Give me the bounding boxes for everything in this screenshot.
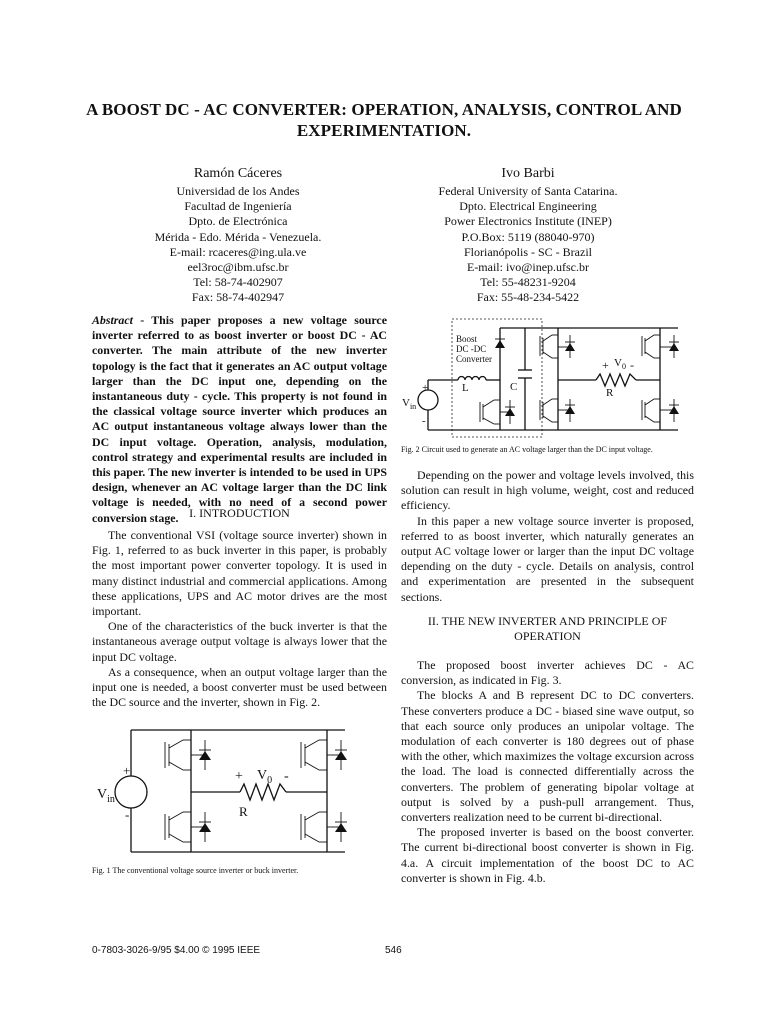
- author-block-2: [398, 164, 658, 306]
- paragraph: In this paper a new voltage source inverter is proposed, referred to as boost inverter, which naturally generates an output AC voltage lower or larger than the input DC voltage depending on the duty - cycle. Details on analysis, control and experimentation are presented in the subsequent sections.: [401, 513, 694, 604]
- author-phone: Tel: 58-74-402907: [193, 275, 283, 290]
- title-line: EXPERIMENTATION.: [296, 121, 472, 140]
- fig1-vo-label: $V_0$: [257, 768, 273, 786]
- fig2-l-label: L: [462, 382, 469, 394]
- fig1-minus-label: -: [125, 807, 130, 822]
- title-line: A BOOST DC - AC CONVERTER: OPERATION, ANALYSIS, CONTROL AND: [86, 100, 682, 119]
- fig1-plus-label: +: [123, 763, 131, 778]
- paragraph: The blocks A and B represent DC to DC converters. These converters produce a DC - biased sine wave output, so that each source only produces an unipolar voltage. The modulation of each converter is 180 degrees out of phase with the other, which maximizes the voltage excursion across the load. The load is connected differentially across the converters. The problem of generating bipolar voltage at output is solved by a push-pull arrangement. Thus, converters realization need to be current bi-directional.: [401, 688, 694, 825]
- abstract-text: - This paper proposes a new voltage source inverter referred to as boost inverter or boost DC - AC converter. The main attribute of the new inverter topology is the fact that it generates an AC output voltage larger than the DC input one, depending on the instantaneous duty - cycle. This property is not found in the classical voltage source inverter which produces an AC output instantaneous voltage always lower than the DC input voltage. Operation, analysis, modulation, control strategy and experimental results are included in this paper. The new inverter is intended to be used in UPS design, whenever an AC voltage larger than the DC link voltage is needed, with no need of a second power conversion stage.: [92, 313, 387, 525]
- fig1-resistor: [240, 784, 286, 800]
- figure-2-caption: Fig. 2 Circuit used to generate an AC voltage larger than the DC input voltage.: [401, 445, 653, 454]
- fig1-switch-bottom-left: [165, 812, 211, 842]
- fig1-wires: [131, 730, 345, 852]
- author-fax: Fax: 58-74-402947: [191, 290, 285, 305]
- author-name: Ivo Barbi: [501, 166, 555, 181]
- fig1-switch-top-right: [301, 740, 347, 770]
- fig2-boost-label: Boost: [456, 334, 478, 344]
- fig1-vin-label: $V_{in}$: [97, 787, 115, 805]
- paragraph: The proposed boost inverter achieves DC - AC conversion, as indicated in Fig. 3.: [401, 658, 694, 688]
- author-email: E-mail: ivo@inep.ufsc.br: [466, 260, 590, 275]
- affiliation-line: P.O.Box: 5119 (88040-970): [461, 229, 595, 244]
- affiliation-line: Universidad de los Andes: [176, 184, 300, 198]
- paragraph: One of the characteristics of the buck inverter is that the instantaneous average output voltage is always lower that the input DC voltage.: [92, 619, 387, 664]
- figure-2-circuit: [400, 314, 694, 442]
- abstract-lead: Abstract: [92, 313, 133, 327]
- paper-title: [60, 99, 708, 141]
- figure-1-circuit: [95, 722, 365, 864]
- introduction-body: [92, 528, 387, 710]
- fig2-minus-label: -: [422, 415, 426, 427]
- section-heading-introduction: I. INTRODUCTION: [189, 506, 290, 520]
- author-phone: Tel: 55-48231-9204: [480, 275, 576, 290]
- fig2-r-label: R: [606, 387, 614, 399]
- fig2-c-label: C: [510, 381, 518, 393]
- fig2-vo-minus: -: [630, 358, 634, 372]
- affiliation-line: Mérida - Edo. Mérida - Venezuela.: [154, 229, 322, 244]
- abstract: [92, 313, 387, 526]
- figure-1-caption: Fig. 1 The conventional voltage source inverter or buck inverter.: [92, 866, 299, 875]
- author-name: Ramón Cáceres: [193, 166, 283, 181]
- affiliation-line: Florianópolis - SC - Brazil: [464, 244, 592, 259]
- paragraph: The proposed inverter is based on the boost converter. The current bi-directional boost converter is shown in Fig. 4.a. A circuit implementation of the boost DC to AC converter is shown in Fig. 4.b.: [401, 825, 694, 885]
- paragraph: The conventional VSI (voltage source inverter) shown in Fig. 1, referred to as buck inverter in this paper, is probably the most important power converter topology. It is used in many distinct industrial and commercial applications. Among these applications, UPS and AC motor drives are the most important.: [92, 528, 387, 619]
- page-number: 546: [385, 945, 402, 956]
- section-2-body: [401, 658, 694, 886]
- fig2-capacitor: [518, 370, 532, 378]
- right-column-body: [401, 468, 694, 605]
- fig2-inductor: [458, 377, 486, 381]
- fig2-plus-label: +: [422, 382, 429, 394]
- fig2-vo-plus: +: [602, 358, 609, 372]
- footer-copyright: 0-7803-3026-9/95 $4.00 © 1995 IEEE: [92, 945, 261, 956]
- fig2-vo-label: $V_0$: [614, 357, 626, 371]
- fig1-switch-top-left: [165, 740, 211, 770]
- paragraph: As a consequence, when an output voltage larger than the input one is needed, a boost converter must be used between the DC source and the inverter, shown in Fig. 2.: [92, 664, 387, 710]
- author-fax: Fax: 55-48-234-5422: [476, 290, 580, 305]
- fig1-vo-minus: -: [284, 769, 289, 784]
- fig1-r-label: R: [239, 804, 248, 819]
- affiliation-line: Federal University of Santa Catarina.: [438, 184, 618, 198]
- paragraph: Depending on the power and voltage levels involved, this solution can result in high volume, weight, cost and reduced efficiency.: [401, 468, 694, 513]
- fig1-switch-bottom-right: [301, 812, 347, 842]
- author-email: eel3roc@ibm.ufsc.br: [187, 260, 289, 275]
- fig1-source: [115, 776, 147, 808]
- heading-line: OPERATION: [514, 629, 581, 643]
- heading-line: II. THE NEW INVERTER AND PRINCIPLE OF: [427, 614, 668, 628]
- affiliation-line: Dpto. Electrical Engineering: [459, 199, 597, 214]
- author-block-1: [118, 164, 358, 306]
- author-email: E-mail: rcaceres@ing.ula.ve: [169, 244, 307, 259]
- fig2-boost-switch-bottom: [480, 400, 515, 424]
- fig2-vin-label: $V_{in}$: [402, 397, 417, 411]
- fig2-boost-diode-top: [495, 339, 505, 348]
- fig2-boost-label: DC -DC: [456, 344, 487, 354]
- fig2-boost-label: Converter: [456, 354, 492, 364]
- fig1-vo-plus: +: [235, 769, 243, 784]
- section-heading-new-inverter: [401, 614, 694, 644]
- affiliation-line: Power Electronics Institute (INEP): [444, 214, 612, 229]
- affiliation-line: Facultad de Ingeniería: [184, 199, 292, 214]
- fig2-resistor: [596, 374, 636, 386]
- affiliation-line: Dpto. de Electrónica: [188, 214, 288, 229]
